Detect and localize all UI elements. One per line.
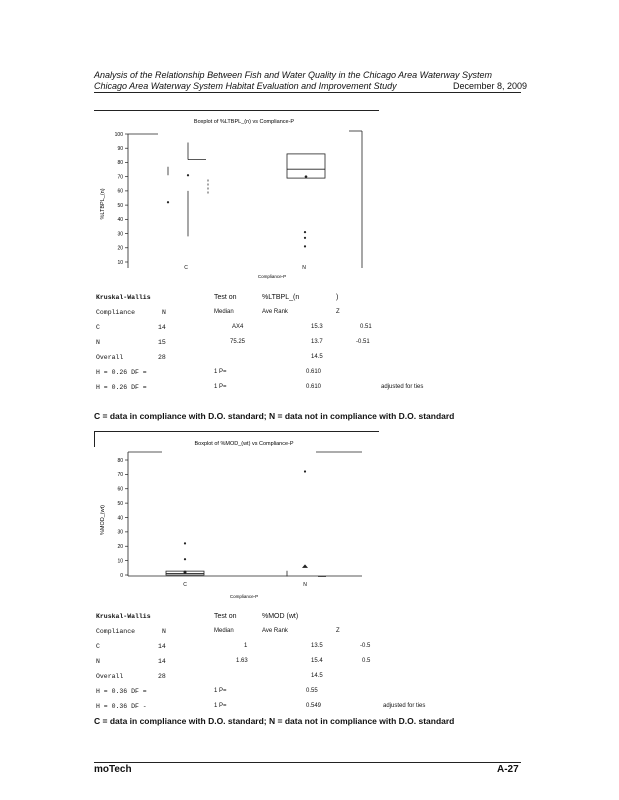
kw1-col-median: Median — [214, 309, 234, 315]
kw1-row-c-label: C — [96, 324, 100, 331]
chart1-x-tick-c: C — [184, 265, 188, 271]
compliance-note-1: C = data in compliance with D.O. standard; N = data not in compliance with D.O. standard — [94, 411, 455, 421]
chart2-y-label: %MOD_(wt) — [100, 505, 106, 535]
kw1-row-c-n: 14 — [158, 324, 166, 331]
chart1-y-tick-label: 60 — [117, 188, 123, 195]
chart2-mean-n — [302, 564, 308, 568]
kw1-p1: 0.610 — [306, 369, 322, 375]
kw2-row-n-z: 0.5 — [362, 658, 371, 664]
kw2-row-overall-averank: 14.5 — [311, 673, 323, 679]
kw1-h1: H = 0.26 DF = — [96, 369, 147, 376]
kw1-test-on: Test on — [214, 294, 237, 301]
boxplot-ltbpl-chart — [94, 112, 384, 284]
kw1-row-n-median: 75.25 — [230, 339, 246, 345]
kw1-row-overall-averank: 14.5 — [311, 354, 323, 360]
chart1-outlier-c — [187, 174, 189, 176]
chart1-y-label: %LTBPL_(n) — [100, 188, 106, 220]
kw1-row-overall-n: 28 — [158, 354, 166, 361]
kw2-row-c-averank: 13.5 — [311, 643, 323, 649]
chart1-x-tick-n: N — [302, 265, 306, 271]
kw1-row-n-n: 15 — [158, 339, 166, 346]
kw2-row-n-label: N — [96, 658, 100, 665]
chart1-y-tick-label: 100 — [114, 131, 123, 138]
chart2-x-label: Compliance-P — [229, 594, 259, 599]
footer-page-number: A-27 — [497, 764, 519, 775]
chart2-title: Boxplot of %MOD_(wt) vs Compliance-P — [194, 441, 294, 447]
kw2-row-n-median: 1.63 — [236, 658, 248, 664]
kw1-col-averank: Ave Rank — [262, 309, 288, 315]
kw2-col-averank: Ave Rank — [262, 628, 288, 634]
kw2-title: Kruskal-Wallis — [96, 613, 151, 620]
chart1-y-tick-label: 80 — [117, 160, 123, 167]
kw2-p1-label: 1 P= — [214, 688, 227, 694]
kw2-test-on: Test on — [214, 613, 237, 620]
kw2-p2: 0.549 — [306, 703, 322, 709]
boxplot-mod-chart — [94, 434, 384, 606]
chart2-outlier-n — [304, 470, 306, 472]
compliance-note-2: C = data in compliance with D.O. standard; N = data not in compliance with D.O. standard — [94, 716, 455, 726]
kw2-col-n: N — [162, 628, 166, 635]
chart2-y-tick-label: 0 — [120, 572, 123, 579]
kw2-row-overall-label: Overall — [96, 673, 124, 680]
kw1-col-z: Z — [336, 309, 340, 315]
chart2-y-tick-label: 60 — [117, 486, 123, 493]
chart1-y-tick-label: 30 — [117, 231, 123, 238]
kw1-row-c-median: AX4 — [232, 324, 244, 330]
chart2-y-tick-label: 40 — [117, 515, 123, 522]
kw2-row-c-n: 14 — [158, 643, 166, 650]
kw2-p2-label: 1 P= — [214, 703, 227, 709]
chart1-outlier-c — [167, 201, 169, 203]
kw1-paren: ) — [336, 294, 339, 301]
chart2-y-tick-label: 70 — [117, 472, 123, 479]
header-rule — [94, 92, 521, 93]
footer-rule — [94, 762, 521, 763]
header-date: December 8, 2009 — [453, 81, 528, 91]
kw2-h2: H = 0.36 DF - — [96, 703, 147, 710]
kw1-p2: 0.610 — [306, 384, 322, 390]
kw2-p1: 0.55 — [306, 688, 318, 694]
chart2-x-tick-n: N — [303, 582, 307, 588]
kw1-row-n-z: -0.51 — [356, 339, 370, 345]
chart1-y-tick-label: 70 — [117, 174, 123, 181]
kw1-row-c-z: 0.51 — [360, 324, 372, 330]
kw1-row-n-averank: 13.7 — [311, 339, 323, 345]
kw2-col-z: Z — [336, 628, 340, 634]
kw2-row-c-median: 1 — [244, 643, 248, 649]
chart1-mean-n — [305, 175, 308, 178]
kw2-col-median: Median — [214, 628, 234, 634]
chart1-x-label: Compliance-P — [257, 274, 287, 279]
chart2-y-tick-label: 20 — [117, 544, 123, 551]
kw1-title: Kruskal-Wallis — [96, 294, 151, 301]
chart1-y-tick-label: 90 — [117, 146, 123, 153]
header-title-line1: Analysis of the Relationship Between Fish and Water Quality in the Chicago Area Waterway System — [94, 70, 493, 80]
kw1-adjusted: adjusted for ties — [381, 384, 424, 390]
chart1-outlier-n — [304, 245, 306, 247]
kw1-row-overall-label: Overall — [96, 354, 124, 361]
chart1-y-tick-label: 20 — [117, 245, 123, 252]
header-title-line2: Chicago Area Waterway System Habitat Evaluation and Improvement Study — [94, 81, 397, 91]
kw2-row-overall-n: 28 — [158, 673, 166, 680]
kw1-variable: %LTBPL_(n — [262, 294, 300, 301]
chart1-box-n — [287, 154, 325, 178]
chart2-x-tick-c: C — [183, 582, 187, 588]
kw1-col-n: N — [162, 309, 166, 316]
chart2-y-tick-label: 50 — [117, 500, 123, 507]
kw1-row-c-averank: 15.3 — [311, 324, 323, 330]
kw2-col-compliance: Compliance — [96, 628, 136, 635]
kw2-row-n-averank: 15.4 — [311, 658, 323, 664]
chart2-y-tick-label: 80 — [117, 457, 123, 464]
chart1-y-tick-label: 10 — [117, 259, 123, 266]
chart1-y-tick-label: 40 — [117, 217, 123, 224]
chart2-outlier-c — [184, 558, 186, 560]
kw2-h1: H = 0.36 DF = — [96, 688, 147, 695]
kw2-row-n-n: 14 — [158, 658, 166, 665]
kw1-col-compliance: Compliance — [96, 309, 136, 316]
chart2-y-tick-label: 10 — [117, 558, 123, 565]
chart1-y-tick-label: 50 — [117, 202, 123, 209]
kw2-adjusted: adjusted for ties — [383, 703, 426, 709]
chart2-y-tick-label: 30 — [117, 529, 123, 536]
kw1-p1-label: 1 P= — [214, 369, 227, 375]
kw2-row-c-label: C — [96, 643, 100, 650]
kw2-variable: %MOD (wt) — [262, 613, 299, 620]
kw1-p2-label: 1 P= — [214, 384, 227, 390]
kw1-row-n-label: N — [96, 339, 100, 346]
chart2-outlier-c — [184, 542, 186, 544]
chart2-mean-c — [184, 571, 187, 574]
figure2-top-rule — [94, 431, 379, 432]
kw1-h2: H = 0.26 DF = — [96, 384, 147, 391]
chart1-outlier-n — [304, 237, 306, 239]
chart1-outlier-n — [304, 231, 306, 233]
figure1-top-rule — [94, 110, 379, 111]
kw2-row-c-z: -0.5 — [360, 643, 371, 649]
footer-company: moTech — [94, 764, 132, 775]
chart1-title: Boxplot of %LTBPL_(n) vs Compliance-P — [193, 119, 295, 125]
